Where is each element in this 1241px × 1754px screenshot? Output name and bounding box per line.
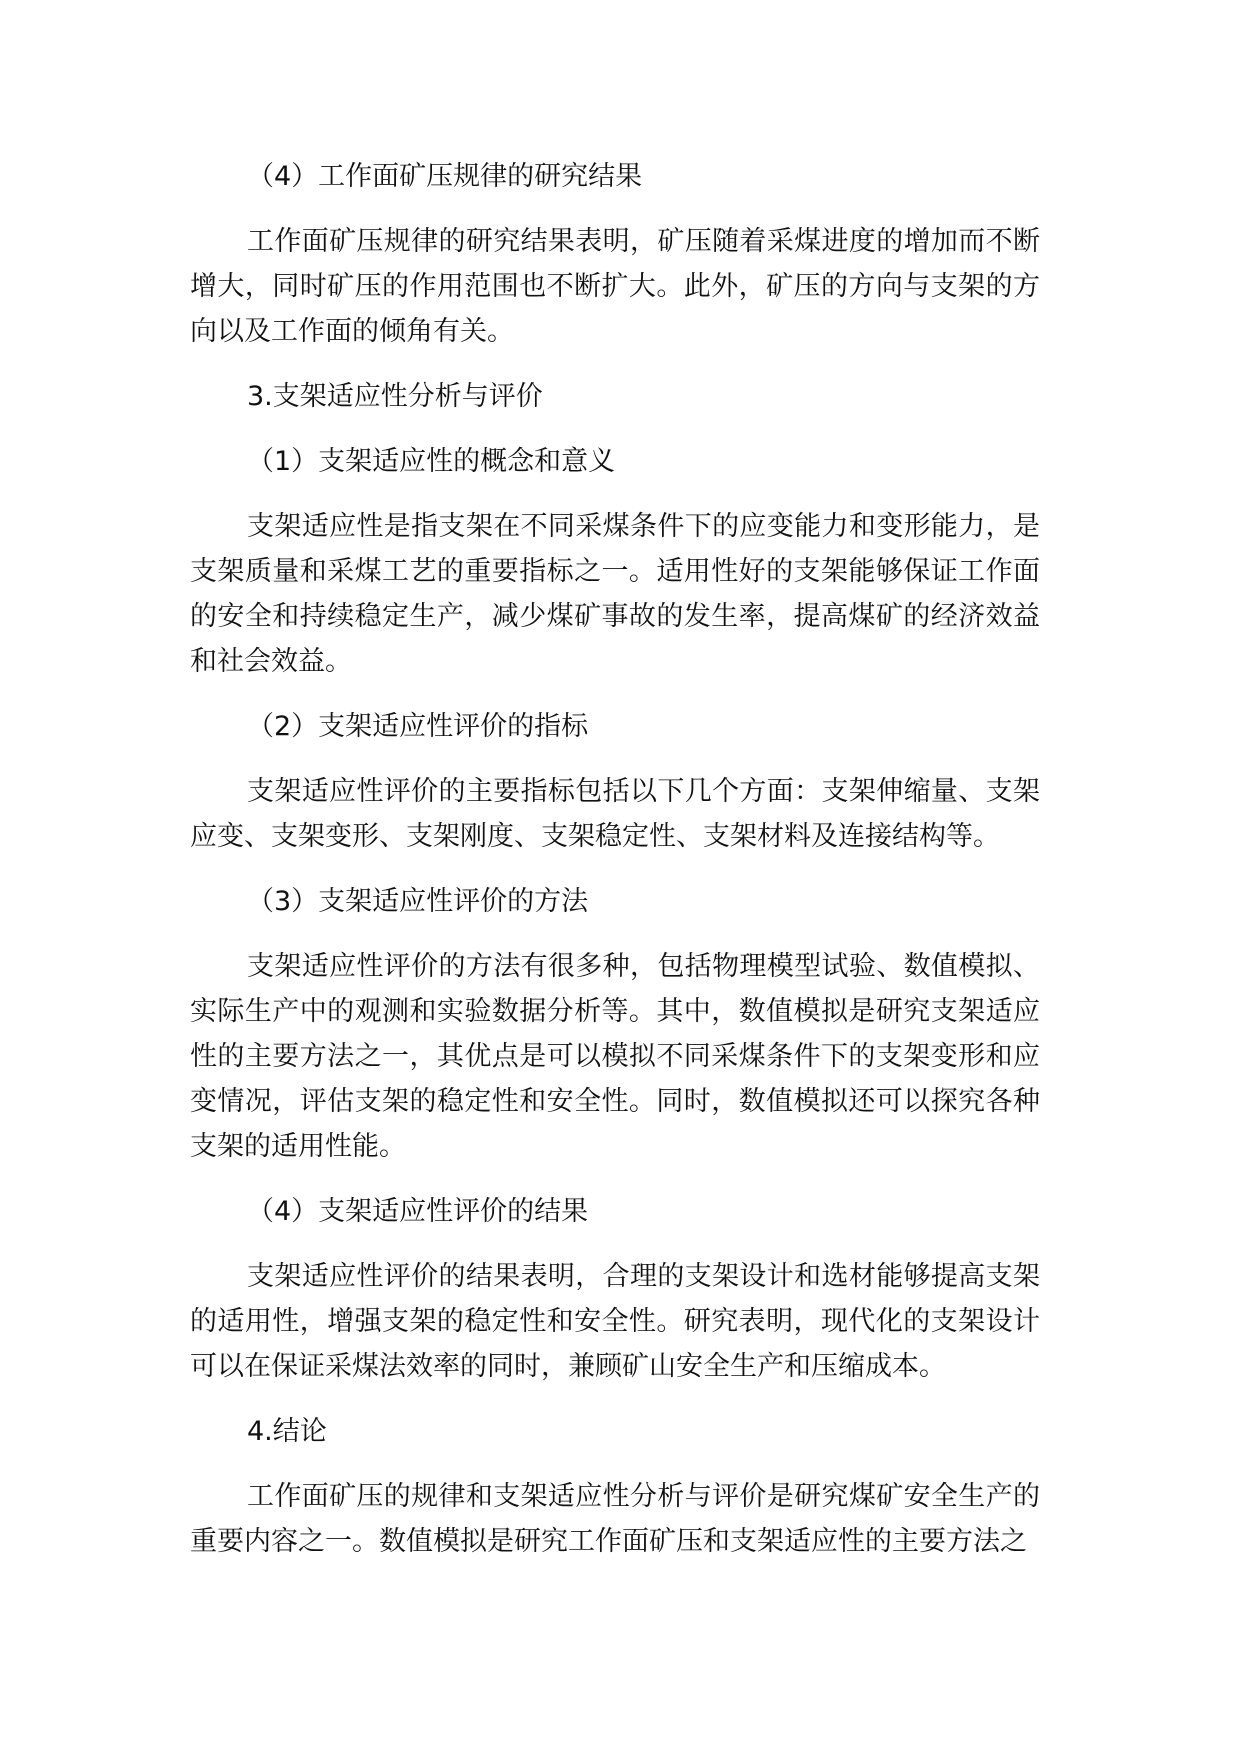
section-heading: （4）工作面矿压规律的研究结果 — [247, 161, 643, 192]
section-heading: （1）支架适应性的概念和意义 — [247, 446, 616, 477]
section-heading: （4）支架适应性评价的结果 — [247, 1196, 589, 1227]
section-heading: 3.支架适应性分析与评价 — [247, 381, 543, 412]
paragraph: 支架适应性是指支架在不同采煤条件下的应变能力和变形能力，是支架质量和采煤工艺的重要指标之一。适用性好的支架能够保证工作面的安全和持续稳定生产，减少煤矿事故的发生率，提高煤矿的经济效益和社会效益。 — [190, 511, 1040, 677]
document-body — [190, 154, 1040, 1584]
paragraph: 工作面矿压规律的研究结果表明，矿压随着采煤进度的增加而不断增大，同时矿压的作用范围也不断扩大。此外，矿压的方向与支架的方向以及工作面的倾角有关。 — [190, 226, 1040, 347]
paragraph: 工作面矿压的规律和支架适应性分析与评价是研究煤矿安全生产的重要内容之一。数值模拟是研究工作面矿压和支架适应性的主要方法之 — [190, 1481, 1040, 1557]
section-heading: （2）支架适应性评价的指标 — [247, 711, 589, 742]
paragraph: 支架适应性评价的主要指标包括以下几个方面：支架伸缩量、支架应变、支架变形、支架刚度、支架稳定性、支架材料及连接结构等。 — [190, 776, 1040, 852]
section-heading: （3）支架适应性评价的方法 — [247, 886, 589, 917]
paragraph: 支架适应性评价的方法有很多种，包括物理模型试验、数值模拟、实际生产中的观测和实验数据分析等。其中，数值模拟是研究支架适应性的主要方法之一，其优点是可以模拟不同采煤条件下的支架变形和应变情况，评估支架的稳定性和安全性。同时，数值模拟还可以探究各种支架的适用性能。 — [190, 951, 1040, 1162]
paragraph: 支架适应性评价的结果表明，合理的支架设计和选材能够提高支架的适用性，增强支架的稳定性和安全性。研究表明，现代化的支架设计可以在保证采煤法效率的同时，兼顾矿山安全生产和压缩成本。 — [190, 1261, 1040, 1382]
section-heading: 4.结论 — [247, 1416, 327, 1447]
